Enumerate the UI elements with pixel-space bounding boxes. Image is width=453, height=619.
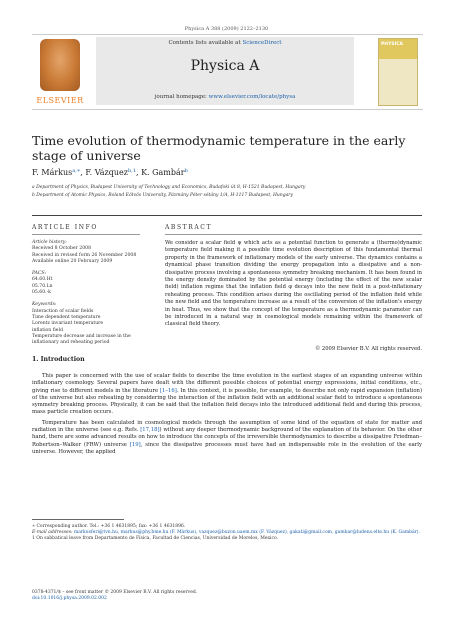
article-info-block — [32, 240, 140, 346]
affiliation-b: b Department of Atomic Physics, Roland Eötvös University, Pázmány Péter sétány 1/A, H-1117 Budapest, Hungary — [32, 193, 293, 198]
pacs-label: PACS: — [32, 271, 47, 277]
keyword-item: Interaction of scalar fields — [32, 308, 94, 314]
elsevier-tree-icon — [40, 39, 80, 91]
article-title: Time evolution of thermodynamic temperature in the early stage of universe — [32, 133, 406, 163]
author-2: F. Vázquez$^{b,1}$, — [85, 168, 142, 177]
history-item: Available online 20 February 2009 — [32, 258, 113, 264]
keywords-label: Keywords: — [32, 302, 57, 308]
citation-link[interactable]: [17,18] — [140, 427, 160, 434]
affiliation-a: a Department of Physics, Budapest University of Technology and Economics, Budafoki út 8, H-1521 Budapest, Hungary — [32, 185, 306, 190]
section-heading-introduction: 1. Introduction — [32, 356, 85, 363]
abstract-copyright: © 2009 Elsevier B.V. All rights reserved. — [315, 346, 422, 352]
elsevier-wordmark: ELSEVIER — [36, 96, 84, 105]
footnote-rule — [32, 519, 124, 520]
homepage-line — [96, 94, 354, 100]
history-item: Received 8 October 2008 — [32, 246, 91, 252]
homepage-link[interactable]: www.elsevier.com/locate/physa — [208, 94, 296, 100]
keyword-item: Lorentz invariant temperature — [32, 321, 104, 327]
issn-block — [32, 590, 197, 602]
footnote-corresponding: ∗ Corresponding author. Tel.: +36 1 4631895; fax: +36 1 4631896. — [32, 524, 186, 529]
pacs-item: 64.60.Ht — [32, 277, 53, 283]
abstract-text: We consider a scalar field ψ which acts as a potential function to generate a (thermo)dynamic temperature field making it a possible time evolution description of this fundamental thermal property in the framework of inflationary models of the early universe. The dynamics contains a dynamical phase transition dividing the energy propagation into a dissipative and a non-dissipative process involving a spontaneous symmetry breaking mechanism. It has been found in the energy density dominated by the potential energy (including the effect of the new scalar field) inflation regime that the inflation field φ decays into the new field in a post-inflationary reheating process. This condition arises during the oscillating period of the inflation field while the new field and the temperature increase as a result of the conversion of the inflation's energy in heat. Thus, we show that the concept of the temperature as a thermodynamic parameter can be introduced in a natural way in cosmological models remaining within the framework of classical field theory. — [165, 240, 422, 328]
homepage-prefix: journal homepage: — [154, 94, 209, 100]
author-3: K. Gambár$^b$ — [141, 168, 188, 177]
doi-link[interactable]: doi:10.1016/j.physa.2009.02.002 — [32, 596, 107, 602]
email-links[interactable]: markusferi@tvn.hu, markus@phy.bme.hu (F. Márkus), vazquez@buzon.uaem.mx (F. Vázquez), gakati@gmail.com, gambar@ludens.elte.hu (K. Gambár). — [73, 530, 420, 536]
citation-link[interactable]: [19] — [129, 441, 141, 448]
cover-label: PHYSICA — [381, 42, 404, 47]
citation-link[interactable]: [1–16] — [159, 387, 177, 394]
pacs-item: 05.60.-k — [32, 290, 51, 296]
journal-reference: Physica A 388 (2009) 2122–2130 — [184, 26, 269, 32]
abstract-rule — [165, 234, 422, 235]
history-label: Article history: — [32, 240, 67, 245]
keyword-item: Time dependent temperature — [32, 314, 101, 320]
contents-prefix: Contents lists available at — [168, 40, 243, 46]
footnote-1: 1 On sabbatical leave from Departamento de Física, Facultad de Ciencias, Universidad de Morelos, Mexico. — [32, 536, 279, 542]
elsevier-logo — [32, 37, 88, 105]
author-1: F. Márkus$^{a,∗}$, — [32, 168, 86, 177]
introduction-body — [32, 373, 422, 459]
journal-name: Physica A — [190, 58, 260, 74]
footnotes — [32, 524, 422, 543]
sciencedirect-link[interactable]: ScienceDirect — [242, 40, 282, 46]
issn-line: 0378-4371/$ – see front matter © 2009 Elsevier B.V. All rights reserved. — [32, 590, 198, 595]
author-list — [32, 168, 188, 177]
keyword-item: Temperature decrease and increase in the inflationary and reheating period — [32, 333, 131, 346]
keyword-item: inflation field — [32, 327, 63, 333]
divider-top — [32, 215, 422, 216]
paragraph: This paper is concerned with the use of scalar fields to describe the time evolution in the earliest stages of an expanding universe within inflationary cosmology. Several papers have dealt with the different possible choices of potential energy expressions, initial conditions, etc., giving rise to different models in the literature [1–16]. In this context, it is possible, for example, to describe not only rapid expansion (inflation) of the universe but also reheating by considering the interaction of the inflation field with an additional scalar field to introduce a spontaneous symmetry breaking process. Physically, it can be said that the inflation field decays into the introduced additional field and during this process, mass particle creation occurs. — [32, 373, 423, 416]
journal-cover-thumbnail — [378, 38, 418, 106]
article-info-rule — [32, 234, 140, 235]
article-info-heading: ARTICLE INFO — [32, 224, 98, 231]
contents-line — [96, 40, 354, 46]
footnote-emails: E-mail addresses: markusferi@tvn.hu, markus@phy.bme.hu (F. Márkus), vazquez@buzon.uaem.mx (F. Vázquez), gakati@gmail.com, gambar@ludens.elte.hu (K. Gambár). — [32, 530, 420, 536]
pacs-item: 05.70.Ln — [32, 283, 53, 289]
paragraph: Temperature has been calculated in cosmological models through the assumption of some kind of the equation of state for matter and radiation in the universe (see e.g. Refs. [17,18]) without any deeper thermodynamic background of the explanation of its behavior. On the other hand, there are some advanced results on how to introduce the concepts of the irreversible thermodynamics to describe a dissipative Friedman–Robertson–Walker (FRW) universe [19], since the dissipative processes must have had an indispensable role in the evolution of the early universe. However, the applied — [32, 419, 422, 455]
abstract-heading: ABSTRACT — [165, 224, 213, 231]
history-item: Received in revised form 26 November 2008 — [32, 252, 137, 258]
